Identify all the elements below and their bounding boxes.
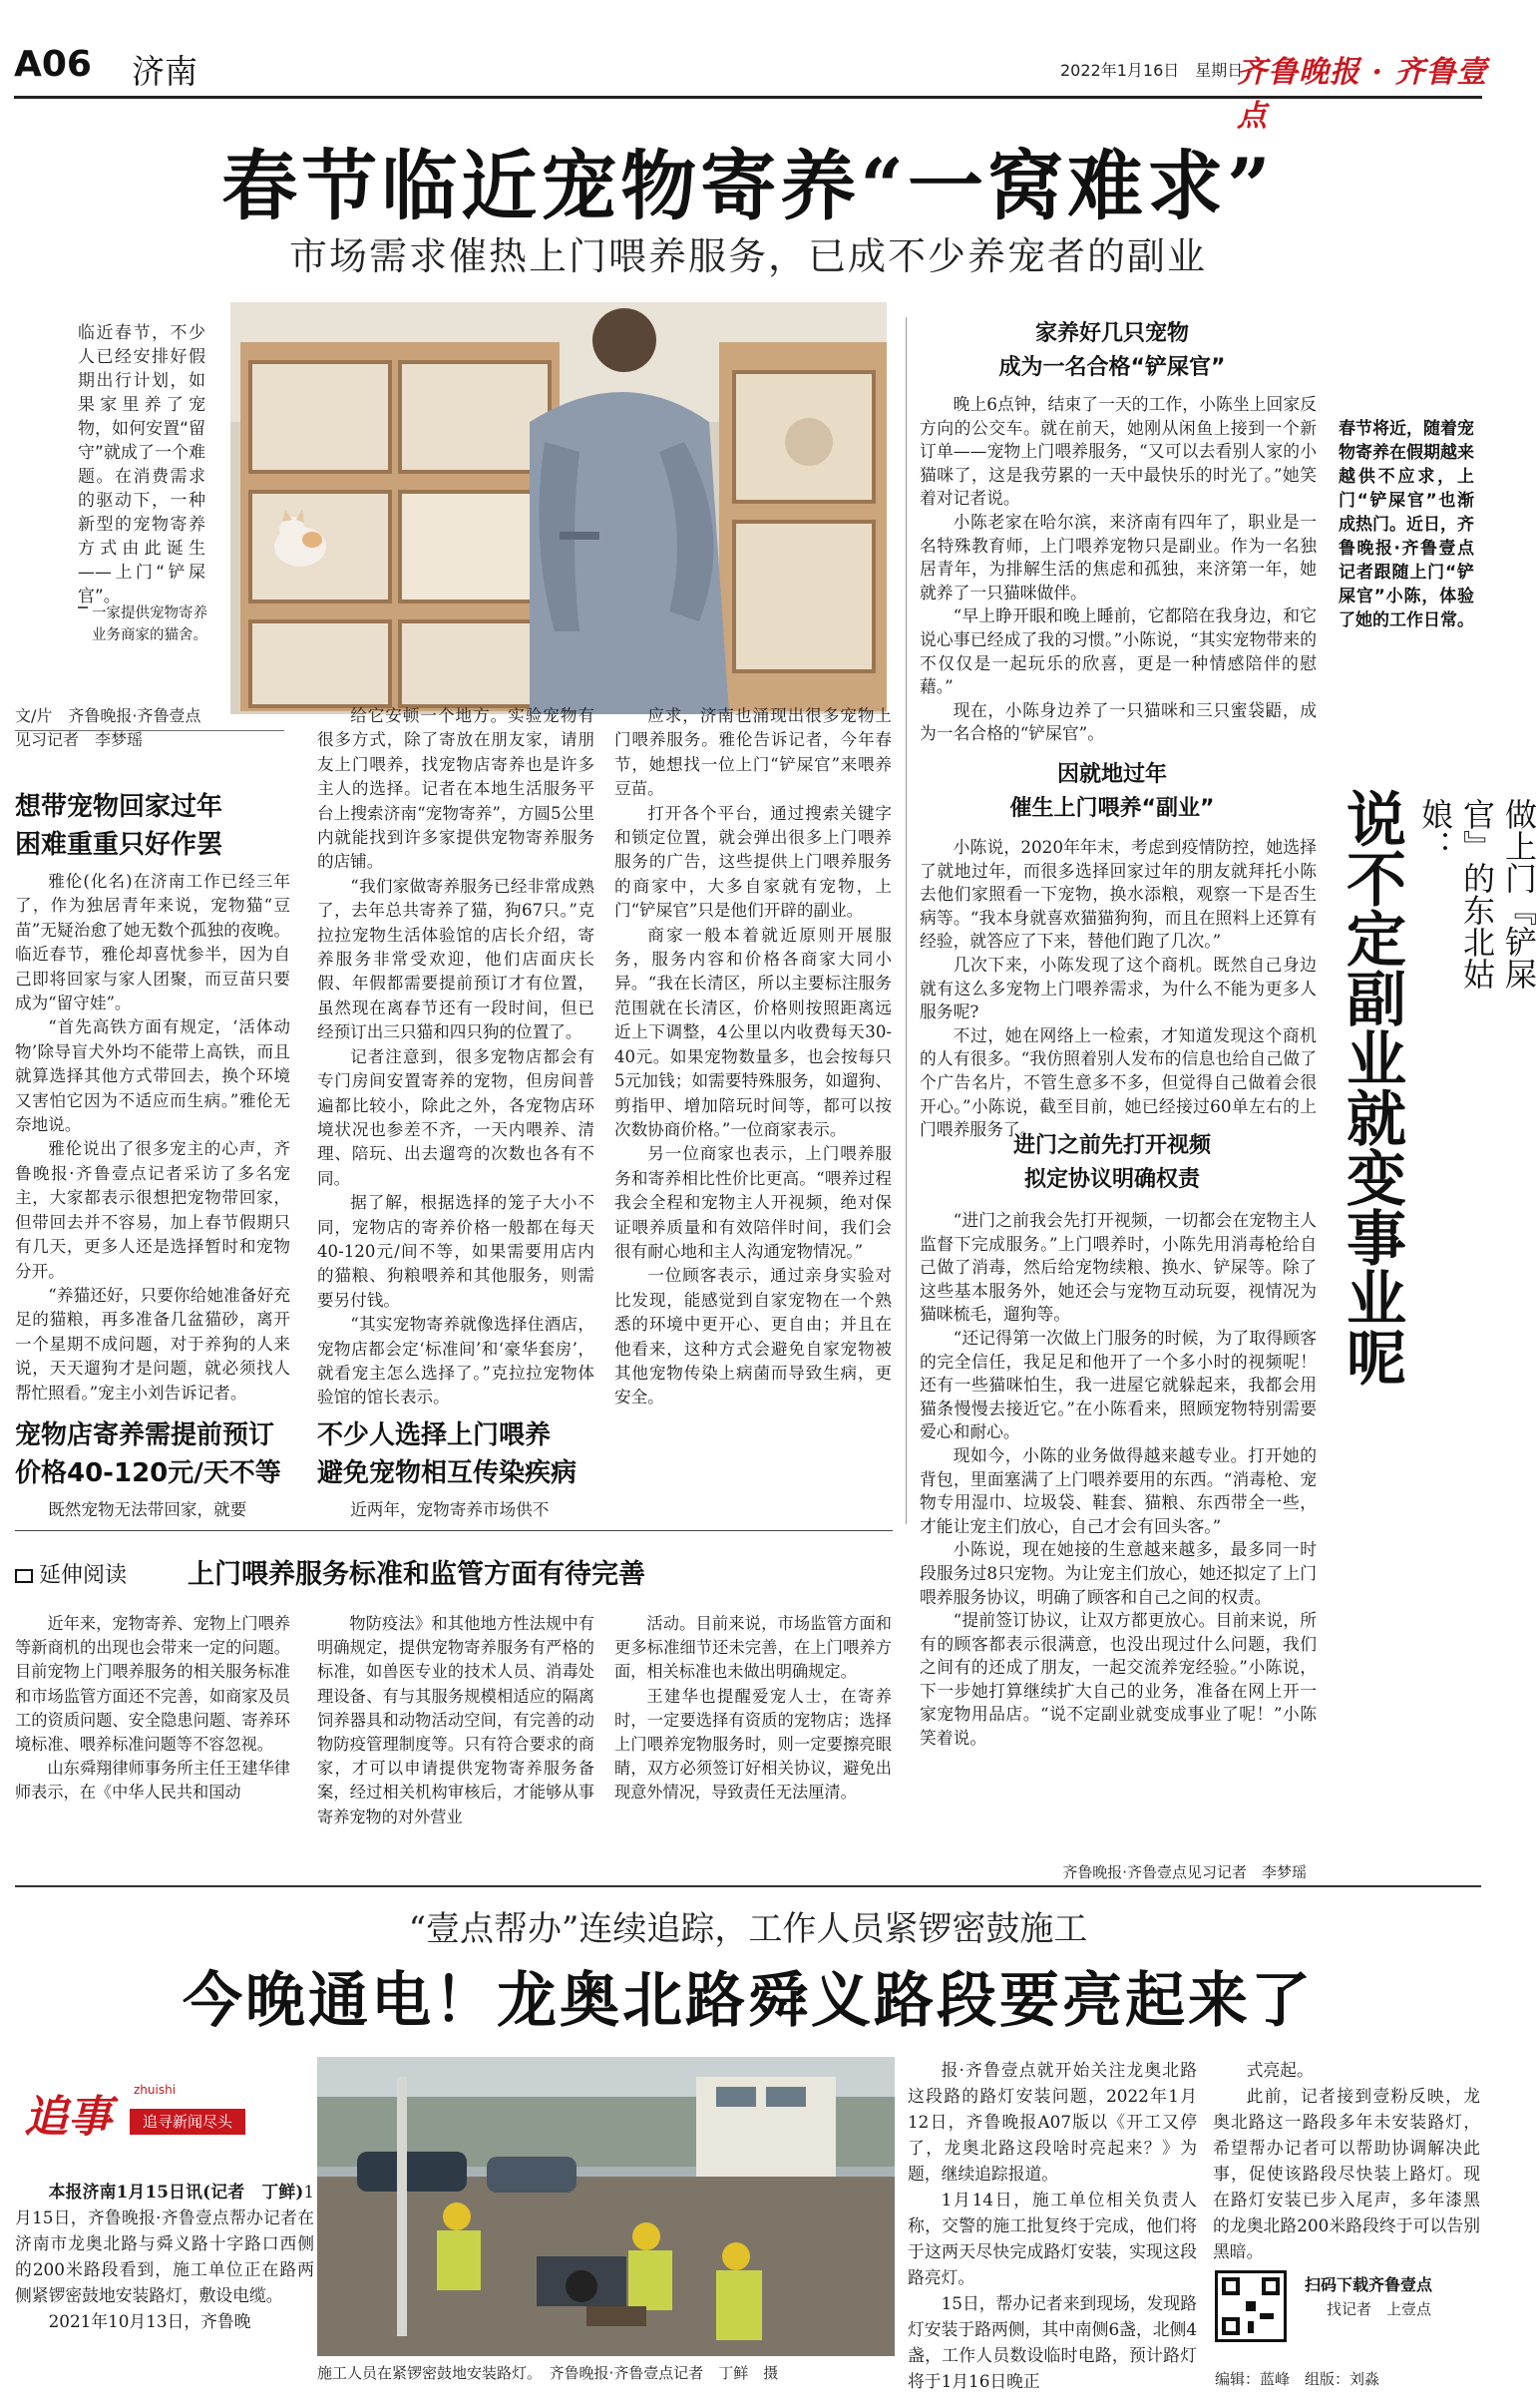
footer-editor: 编辑：蓝峰 组版：刘淼	[1215, 2370, 1380, 2388]
paragraph: 此前，记者接到壹粉反映，龙奥北路这一路段多年未安装路灯，希望帮办记者可以帮助协调解决此事，促使该路段尽快装上路灯。现在路灯安装已步入尾声，多年漆黑的龙奥北路200米路段终于可以告别黑暗。	[1213, 2086, 1480, 2261]
paragraph: 小陈老家在哈尔滨，来济南有四年了，职业是一名特殊教育师，上门喂养宠物只是副业。作为一名独居青年，为排解生活的焦虑和孤独，来济第一年，她就养了一只猫咪做伴。	[920, 511, 1317, 602]
byline	[15, 704, 294, 752]
dateline: 本报济南1月15日讯(记者 丁鲜)	[48, 2182, 304, 2202]
section-name: 济南	[132, 52, 197, 91]
paragraph: 小陈说，现在她接的生意越来越多，最多同一时段服务过8只宠物。为让宠主们放心，她还拟定了上门喂养服务协议，明确了顾客和自己之间的权责。	[920, 1539, 1317, 1607]
article-2-rule	[15, 1885, 1481, 1887]
lead-paragraph	[78, 321, 205, 608]
extended-title: 上门喂养服务标准和监管方面有待完善	[188, 1559, 645, 1590]
sidebar-subhead-1-text: 家养好几只宠物 成为一名合格“铲屎官”	[998, 321, 1226, 380]
paragraph: 15日，帮办记者来到现场，发现路灯安装于路两侧，其中南侧6盏，北侧4盏，工作人员数设临时电路，预计路灯将于1月16日晚正	[908, 2293, 1197, 2391]
article-2-kicker: “壹点帮办”连续追踪，工作人员紧锣密鼓施工	[408, 1909, 1088, 1949]
sidebar-lead: 春节将近，随着宠物寄养在假期越来越供不应求，上门“铲屎官”也渐成热门。近日，齐鲁晚报·齐鲁壹点记者跟随上门“铲屎官”小陈，体验了她的工作日常。	[1339, 419, 1474, 630]
article-2-column-3	[1213, 2057, 1480, 2264]
paragraph: “首先高铁方面有规定，‘活体动物’除导盲犬外均不能带上高铁，而且就算选择其他方式带回去，换个环境又害怕它因为不适应而生病。”雅伦无奈地说。	[15, 1017, 290, 1135]
sidebar-subhead-3	[918, 1129, 1307, 1197]
paragraph: “早上睁开眼和晚上睡前，它都陪在我身边，和它说心事已经成了我的习惯。”小陈说，“其实宠物带来的不仅仅是一起玩乐的欣喜，更是一种情感陪伴的慰藉。”	[920, 605, 1317, 697]
paragraph: 应求，济南也涌现出很多宠物上门喂养服务。雅伦告诉记者，今年春节，她想找一位上门“铲屎官”来喂养豆苗。	[614, 706, 892, 799]
photo-caption: 一家提供宠物寄养业务商家的猫舍。	[92, 605, 207, 643]
column-3	[614, 704, 892, 1410]
section-heading-3: 不少人选择上门喂养 避免宠物相互传染疾病	[317, 1420, 578, 1488]
paragraph: “进门之前我会先打开视频，一切都会在宠物主人监督下完成服务。”上门喂养时，小陈先用消毒枪给自己做了消毒，然后给宠物续粮、换水、铲屎等。除了这些基本服务外，她还会与宠物互动玩耍，视情况为猫咪梳毛，遛狗等。	[920, 1210, 1317, 1325]
sidebar-vertical-kicker: 做上门『铲屎官』的东北姑娘：	[1416, 798, 1538, 990]
paragraph: 现如今，小陈的业务做得越来越专业。打开她的背包，里面塞满了上门喂养要用的东西。“消毒枪、宠物专用湿巾、垃圾袋、鞋套、猫粮、东西带全一些，才能让宠主们放心，自己才会有回头客。”	[920, 1444, 1317, 1536]
byline-line-1: 文/片 齐鲁晚报·齐鲁壹点	[15, 706, 201, 725]
sidebar-subhead-1	[918, 317, 1307, 385]
sidebar-byline: 齐鲁晚报·齐鲁壹点见习记者 李梦瑶	[1062, 1863, 1307, 1881]
qr-caption: 扫码下载齐鲁壹点	[1305, 2275, 1433, 2294]
photo-2-caption: 施工人员在紧锣密鼓地安装路灯。 齐鲁晚报·齐鲁壹点记者 丁鲜 摄	[317, 2364, 779, 2382]
streetlight-photo	[317, 2057, 895, 2356]
zhuishi-badge	[24, 2081, 237, 2151]
paragraph: 记者注意到，很多宠物店都会有专门房间安置寄养的宠物，但房间普遍都比较小，除此之外，各宠物店环境状况也参差不齐，一天内喂养、清理、陪玩、出去遛弯的次数也各有不同。	[317, 1046, 594, 1188]
sidebar-subhead-2-text: 因就地过年 催生上门喂养“副业”	[1009, 762, 1215, 821]
paragraph: 据了解，根据选择的笼子大小不同，宠物店的寄养价格一般都在每天40-120元/间不等，如果需要用店内的猫粮、狗粮喂养和其他服务，则需要另付钱。	[317, 1193, 594, 1310]
paragraph: 报·齐鲁壹点就开始关注龙奥北路这段路的路灯安装问题，2022年1月12日，齐鲁晚报A07版以《开工又停了，龙奥北路这段啥时亮起来？》为题，继续追踪报道。	[908, 2060, 1197, 2184]
column-1-tail: 既然宠物无法带回家，就要	[48, 1500, 247, 1519]
article-2-column-1	[15, 2179, 314, 2334]
issue-date: 2022年1月16日 星期日	[1060, 61, 1244, 80]
main-subheadline: 市场需求催热上门喂养服务，已成不少养宠者的副业	[288, 234, 1207, 278]
qr-module	[1248, 2321, 1254, 2333]
badge-sub: 追寻新闻尽头	[130, 2109, 245, 2135]
qr-finder-tl	[1222, 2277, 1240, 2295]
sidebar-vertical-title: 说不定副业就变事业呢	[1337, 788, 1406, 1387]
column-rule	[906, 317, 907, 1524]
column-2-tail: 近两年，宠物寄养市场供不	[350, 1500, 550, 1519]
paragraph: “其实宠物寄养就像选择住酒店，宠物店都会定‘标准间’和‘豪华套房’，就看宠主怎么选择了。”克拉拉宠物体验馆的馆长表示。	[317, 1315, 594, 1407]
paragraph: 另一位商家也表示，上门喂养服务和寄养相比性价比更高。“喂养过程我会全程和宠物主人开视频，绝对保证喂养质量和有效陪伴时间，我们会很有耐心地和主人沟通宠物情况。”	[614, 1144, 892, 1261]
article-2-col1-text: 1月15日，齐鲁晚报·齐鲁壹点帮办记者在济南市龙奥北路与舜义路十字路口西侧的200米路段看到，施工单位正在路两侧紧锣密鼓地安装路灯，敷设电缆。	[15, 2182, 314, 2305]
cattery-photo	[230, 302, 887, 714]
extended-column-3	[614, 1612, 892, 1806]
paragraph: 现在，小陈身边养了一只猫咪和三只蜜袋鼯，成为一名合格的“铲屎官”。	[920, 699, 1317, 744]
badge-main: 追事	[24, 2092, 112, 2143]
article-2-column-2	[908, 2057, 1197, 2394]
paragraph: 给它安顿一个地方。实验宠物有很多方式，除了寄放在朋友家，请朋友上门喂养，找宠物店寄养也是许多主人的选择。记者在本地生活服务平台上搜索济南“宠物寄养”，方圆5公里内就能找到许多家提供宠物寄养服务的店铺。	[317, 706, 594, 872]
paragraph: 雅伦(化名)在济南工作已经三年了，作为独居青年来说，宠物猫“豆苗”无疑治愈了她无数个孤独的夜晚。临近春节，雅伦却喜忧参半，因为自己即将回家与家人团聚，而豆苗只要成为“留守娃”。	[15, 872, 290, 1013]
section-heading-2: 宠物店寄养需提前预订 价格40-120元/天不等	[15, 1420, 281, 1488]
paragraph: “养猫还好，只要你给她准备好充足的猫粮，再多准备几盆猫砂，离开一个星期不成问题，对于养狗的人来说，天天遛狗才是问题，就必须找人帮忙照看。”宠主小刘告诉记者。	[15, 1285, 290, 1403]
article-2-title: 今晚通电！龙奥北路舜义路段要亮起来了	[183, 1966, 1314, 2036]
qr-module	[1246, 2301, 1256, 2311]
paragraph: 物防疫法》和其他地方性法规中有明确规定，提供宠物寄养服务有严格的标准，如兽医专业的技术人员、消毒处理设备、有与其服务规模相适应的隔离饲养器具和动物活动空间，有完善的动物防疫管理制度等。只有符合要求的商家，才可以申请提供宠物寄养服务备案，经过相关机构审核后，才能够从事寄养宠物的对外营业	[317, 1614, 594, 1826]
page-number: A06	[14, 44, 92, 85]
paragraph: 式亮起。	[1246, 2060, 1314, 2080]
article-2-col1-tail: 2021年10月13日，齐鲁晚	[48, 2311, 251, 2331]
byline-line-2: 见习记者 李梦瑶	[15, 730, 144, 749]
paragraph: 近年来，宠物寄养、宠物上门喂养等新商机的出现也会带来一定的问题。目前宠物上门喂养服务的相关服务标准和市场监管方面还不完善，如商家及员工的资质问题、安全隐患问题、寄养环境标准、喂养标准问题等不容忽视。	[15, 1614, 290, 1755]
extended-column-2	[317, 1612, 594, 1829]
column-1	[15, 870, 290, 1405]
sidebar-section-1	[920, 393, 1317, 746]
extended-rule	[15, 1530, 893, 1531]
sidebar-subhead-2	[918, 758, 1307, 826]
paragraph: “提前签订协议，让双方都更放心。目前来说，所有的顾客都表示很满意，也没出现过什么问题，我们之间有的还成了朋友，一起交流养宠经验。”小陈说，下一步她打算继续扩大自己的业务，准备在网上开一家宠物用品店。“说不定副业就变成事业了呢！”小陈笑着说。	[920, 1610, 1317, 1749]
construction-illustration	[317, 2057, 895, 2356]
extended-label	[15, 1558, 127, 1589]
caption-marker	[78, 606, 88, 608]
paragraph: 一位顾客表示，通过亲身实验对比发现，能感觉到自家宠物在一个熟悉的环境中更开心、更自由；并且在他看来，这种方式会避免自家宠物被其他宠物传染上病菌而导致生病，更安全。	[614, 1266, 892, 1407]
header-rule	[14, 96, 1482, 99]
book-icon	[15, 1569, 33, 1583]
extended-label-text: 延伸阅读	[39, 1563, 128, 1588]
qr-finder-bl	[1222, 2317, 1240, 2335]
paragraph: 商家一般本着就近原则开展服务，服务内容和价格各商家大同小异。“我在长清区，所以主要标注服务范围就在长清区，价格则按照距离远近上下调整，4公里以内收费每天30-40元。如果宠物数量多，也会按每只5元加钱；如需要特殊服务，如遛狗、剪指甲、增加陪玩时间等，都可以按次数协商价格。”一位商家表示。	[614, 925, 892, 1139]
qr-editor-line: 找记者 上壹点	[1327, 2300, 1432, 2318]
sidebar-subhead-3-text: 进门之前先打开视频 拟定协议明确权责	[1012, 1133, 1211, 1192]
paragraph: 王建华也提醒爱宠人士，在寄养时，一定要选择有资质的宠物店；选择上门喂养宠物服务时，则一定要擦亮眼睛，双方必须签订好相关协议，避免出现意外情况，导致责任无法厘清。	[614, 1686, 892, 1803]
column-2	[317, 704, 594, 1410]
paragraph: 雅伦说出了很多宠主的心声，齐鲁晚报·齐鲁壹点记者采访了多名宠主，大家都表示很想把宠物带回家，但带回去并不容易，加上春节假期只有几天，更多人还是选择暂时和宠物分开。	[15, 1139, 290, 1281]
paragraph: 1月14日，施工单位相关负责人称，交警的施工批复终于完成，他们将于这两天尽快完成路灯安装，实现这段路亮灯。	[908, 2190, 1197, 2287]
extended-column-1	[15, 1612, 290, 1806]
paragraph: 山东舜翔律师事务所主任王建华律师表示，在《中华人民共和国动	[15, 1759, 290, 1803]
qr-module	[1260, 2313, 1274, 2319]
paragraph: 晚上6点钟，结束了一天的工作，小陈坐上回家反方向的公交车。就在前天，她刚从闲鱼上接到一个新订单——宠物上门喂养服务，“又可以去看别人家的小猫咪了，这是我劳累的一天中最快乐的时光了。”她笑着对记者说。	[920, 394, 1317, 509]
paragraph: “我们家做寄养服务已经非常成熟了，去年总共寄养了猫，狗67只。”克拉拉宠物生活体验馆的店长介绍，寄养服务非常受欢迎，他们店面庆长假、年假都需要提前预订才有位置，虽然现在离春节还有一段时间，但已经预订出三只猫和四只狗的位置了。	[317, 876, 594, 1042]
section-heading-1: 想带宠物回家过年 困难重重只好作罢	[15, 792, 223, 860]
paragraph: 活动。目前来说，市场监管方面和更多标准细节还未完善，在上门喂养方面，相关标准也未做出明确规定。	[614, 1614, 892, 1682]
qr-code[interactable]	[1215, 2270, 1287, 2342]
badge-pinyin: zhuishi	[134, 2083, 177, 2097]
sidebar-section-3	[920, 1209, 1317, 1751]
paragraph: 打开各个平台，通过搜索关键字和锁定位置，就会弹出很多上门喂养服务的广告，这些提供上门喂养服务的商家中，大多自家就有宠物，上门“铲屎官”只是他们开辟的副业。	[614, 803, 892, 921]
lead-text: 临近春节，不少人已经安排好假期出行计划，如果家里养了宠物，如何安置“留守”就成了一个难题。在消费需求的驱动下，一种新型的宠物寄养方式由此诞生——上门“铲屎官”。	[78, 323, 205, 606]
main-headline: 春节临近宠物寄养“一窝难求”	[221, 142, 1275, 230]
paragraph: 几次下来，小陈发现了这个商机。既然自己身边就有这么多宠物上门喂养需求，为什么不能为更多人服务呢?	[920, 954, 1317, 1022]
cattery-illustration	[230, 302, 887, 714]
paragraph: 小陈说，2020年年末，考虑到疫情防控，她选择了就地过年，而很多选择回家过年的朋友就拜托小陈去他们家照看一下宠物，换水添粮，观察一下是否生病等。“我本身就喜欢猫猫狗狗，而且在照料上还算有经验，就答应了下来，替他们跑了几次。”	[920, 837, 1317, 952]
qr-finder-tr	[1262, 2277, 1280, 2295]
sidebar-section-2	[920, 836, 1317, 1142]
paragraph: 不过，她在网络上一检索，才知道发现这个商机的人有很多。“我仿照着别人发布的信息也给自己做了个广告名片，不管生意多不多，但觉得自己做着会很开心。”小陈说，截至目前，她已经接过60单左右的上门喂养服务了。	[920, 1024, 1317, 1140]
newspaper-logo: 齐鲁晚报 · 齐鲁壹点	[1237, 55, 1488, 134]
paragraph: “还记得第一次做上门服务的时候，为了取得顾客的完全信任，我足足和他开了一个多小时的视频呢！还有一些猫咪怕生，我一进屋它就躲起来，我都会用猫条慢慢去接近它。”在小陈看来，照顾宠物特别需要爱心和耐心。	[920, 1327, 1317, 1442]
